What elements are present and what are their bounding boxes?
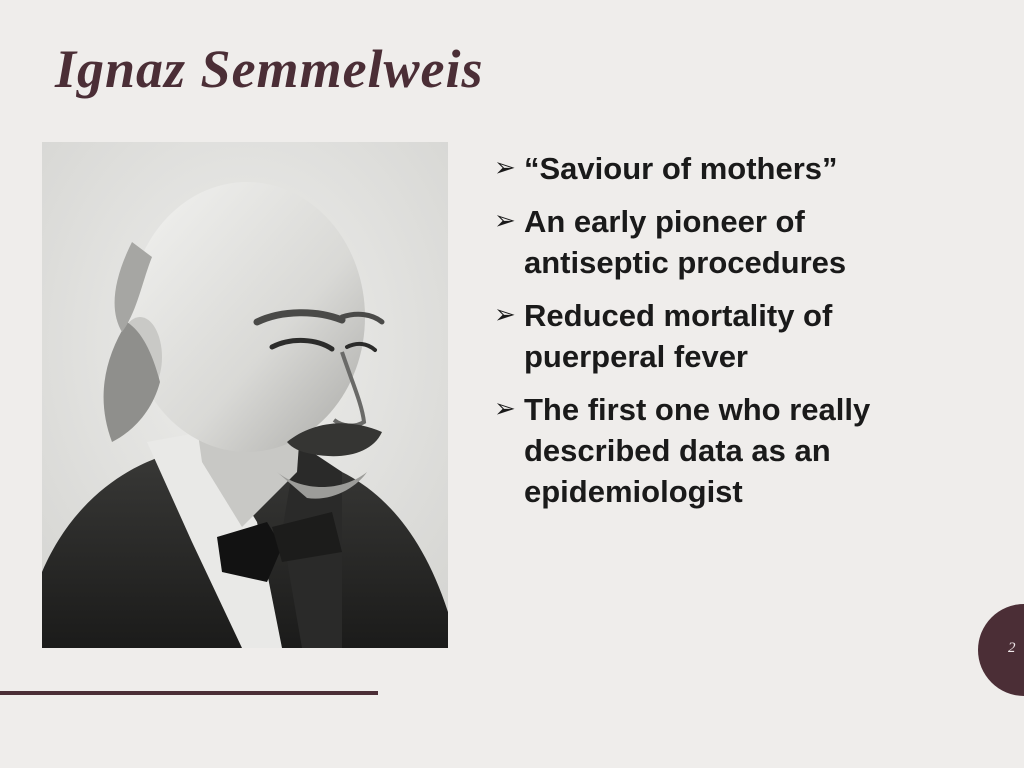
portrait-photo: [42, 142, 448, 648]
arrow-bullet-icon: ➢: [494, 300, 516, 330]
arrow-bullet-icon: ➢: [494, 206, 516, 236]
bullet-item: [494, 148, 914, 189]
bullet-list: [494, 148, 914, 524]
bullet-text: The first one who really described data as an epidemiologist: [524, 392, 871, 509]
bullet-item: [494, 295, 914, 377]
bullet-text: An early pioneer of antiseptic procedures: [524, 204, 847, 280]
arrow-bullet-icon: ➢: [494, 153, 516, 183]
bullet-item: [494, 389, 914, 512]
page-number: 2: [1008, 640, 1016, 656]
bullet-text: Reduced mortality of puerperal fever: [524, 298, 833, 374]
page-number-badge: [978, 604, 1024, 696]
slide-title: Ignaz Semmelweis: [55, 39, 484, 99]
bullet-item: [494, 201, 914, 283]
bullet-text: “Saviour of mothers”: [524, 151, 838, 186]
arrow-bullet-icon: ➢: [494, 394, 516, 424]
portrait-illustration: [42, 142, 448, 648]
bottom-divider: [0, 691, 378, 695]
